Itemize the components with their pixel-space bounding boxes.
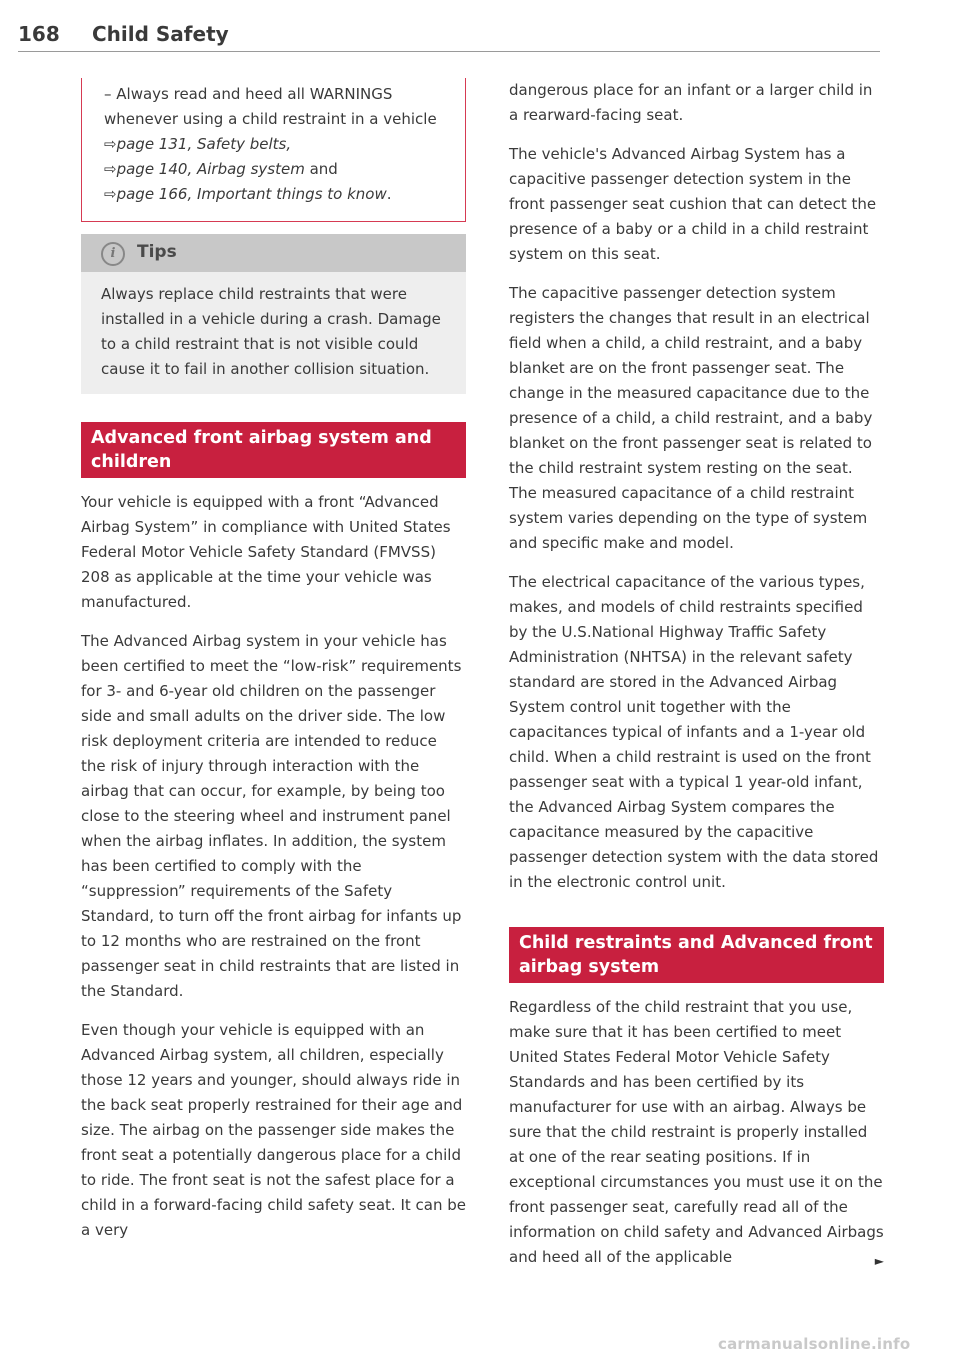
tips-box bbox=[81, 234, 466, 394]
warning-end: . bbox=[386, 185, 392, 203]
continue-arrow-icon: ► bbox=[874, 1254, 884, 1268]
header-divider bbox=[18, 51, 880, 52]
warning-and: and bbox=[304, 160, 338, 178]
section-heading-advanced-airbag: Advanced front airbag system and children bbox=[81, 422, 466, 478]
watermark: carmanualsonline.info bbox=[718, 1335, 911, 1353]
warning-text: – Always read and heed all WARNINGS whenever using a child restraint in a vehicle bbox=[104, 85, 437, 128]
paragraph: Your vehicle is equipped with a front “Advanced Airbag System” in compliance with United States Federal Motor Vehicle Safety Standard (FMVSS) 208 as applicable at the time your vehicle was manufactured. bbox=[81, 493, 451, 611]
paragraph: The Advanced Airbag system in your vehicle has been certified to meet the “low-risk” requirements for 3- and 6-year old children on the passenger side and small adults on the driver side. The low risk deployment criteria are intended to reduce the risk of injury through interaction with the airbag that can occur, for example, by being too close to the steering wheel and instrument panel when the airbag inflates. In addition, the system has been certified to comply with the “suppression” requirements of the Safety Standard, to turn off the front airbag for infants up to 12 months who are restrained on the front passenger seat in child restraints that are listed in the Standard. bbox=[81, 632, 462, 1000]
right-column bbox=[509, 78, 884, 1274]
arrow-icon: ⇨ bbox=[104, 160, 117, 178]
section-title: Child Safety bbox=[92, 22, 229, 46]
paragraph bbox=[509, 995, 884, 1270]
tips-label: Tips bbox=[137, 242, 177, 262]
page-header bbox=[18, 22, 878, 52]
paragraph-text: Regardless of the child restraint that you use, make sure that it has been certified to meet United States Federal Motor Vehicle Safety Standards and has been certified by its manufacturer for use with an airbag. Always be sure that the child restraint is properly installed at one of the rear seating positions. If in exceptional circumstances you must use it on the front passenger seat, carefully read all of the information on child safety and Advanced Airbags and heed all of the applicable bbox=[509, 998, 884, 1266]
paragraph: dangerous place for an infant or a larger child in a rearward-facing seat. bbox=[509, 81, 873, 124]
link-page-166[interactable]: page 166, Important things to know bbox=[116, 185, 387, 203]
arrow-icon: ⇨ bbox=[104, 135, 117, 153]
link-page-140[interactable]: page 140, Airbag system bbox=[116, 160, 305, 178]
tips-body: Always replace child restraints that were installed in a vehicle during a crash. Damage to a child restraint that is not visible could cause it to fail in another collision situation. bbox=[101, 285, 441, 378]
paragraph: The capacitive passenger detection system registers the changes that result in an electrical field when a child, a child restraint, and a baby blanket are on the front passenger seat. The change in the measured capacitance due to the presence of a child, a child restraint, and a baby blanket on the front passenger seat is related to the child restraint system resting on the seat. The measured capacitance of a child restraint system varies depending on the type of system and specific make and model. bbox=[509, 284, 873, 552]
page-number: 168 bbox=[18, 22, 60, 46]
warning-box bbox=[81, 78, 466, 222]
left-column bbox=[81, 78, 466, 1243]
arrow-icon: ⇨ bbox=[104, 185, 117, 203]
paragraph: Even though your vehicle is equipped with an Advanced Airbag system, all children, especially those 12 years and younger, should always ride in the back seat properly restrained for their age and size. The airbag on the passenger side makes the front seat a potentially dangerous place for a child to ride. The front seat is not the safest place for a child in a forward-facing child safety seat. It can be a very bbox=[81, 1021, 466, 1239]
paragraph: The electrical capacitance of the various types, makes, and models of child restraints specified by the U.S.National Highway Traffic Safety Administration (NHTSA) in the relevant safety standard are stored in the Advanced Airbag System control unit together with the capacitances typical of infants and a 1-year old child. When a child restraint is used on the front passenger seat with a typical 1 year-old infant, the Advanced Airbag System compares the capacitance measured by the capacitive passenger detection system with the data stored in the electronic control unit. bbox=[509, 573, 879, 891]
tips-header bbox=[81, 234, 466, 272]
section-heading-child-restraints: Child restraints and Advanced front airbag system bbox=[509, 927, 884, 983]
link-page-131[interactable]: page 131, Safety belts, bbox=[116, 135, 292, 153]
info-icon: i bbox=[101, 242, 125, 266]
paragraph: The vehicle's Advanced Airbag System has a capacitive passenger detection system in the front passenger seat cushion that can detect the presence of a baby or a child in a child restraint system on this seat. bbox=[509, 145, 877, 263]
